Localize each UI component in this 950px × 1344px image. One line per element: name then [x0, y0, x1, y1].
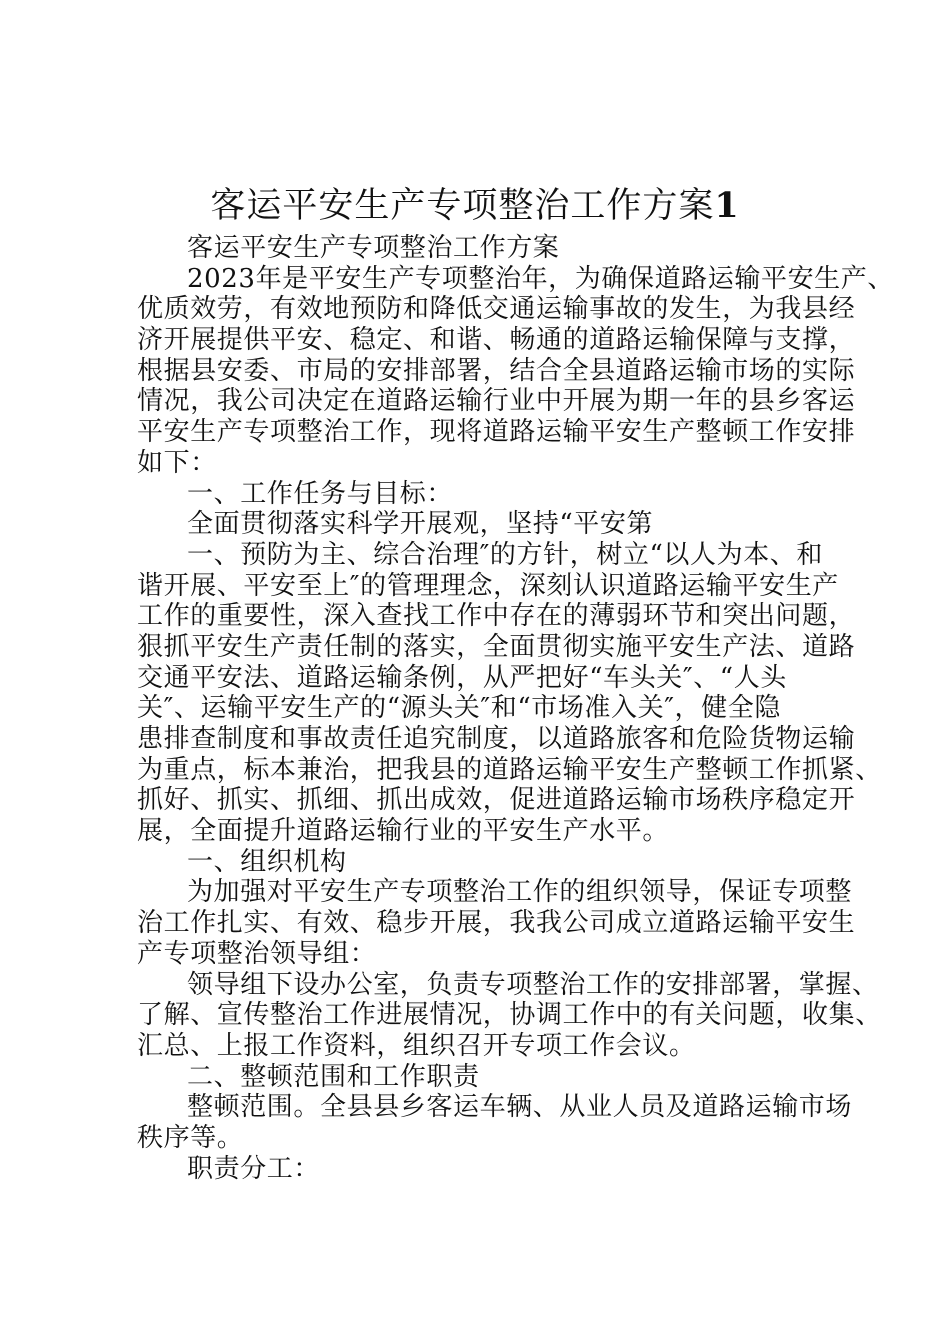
- text-line: 了解、宣传整治工作进展情况，协调工作中的有关问题，收集、: [137, 1000, 882, 1031]
- text-line: 客运平安生产专项整治工作方案: [187, 233, 560, 263]
- title-number: 1: [714, 185, 740, 226]
- text-line: 全面贯彻落实科学开展观，坚持“平安第: [187, 509, 654, 540]
- text-line: 为加强对平安生产专项整治工作的组织领导，保证专项整: [187, 877, 853, 908]
- text-line: 2023年是平安生产专项整治年，为确保道路运输平安生产、: [187, 263, 894, 294]
- title-text: 客运平安生产专项整治工作方案: [210, 186, 715, 226]
- text-line: 优质效劳，有效地预防和降低交通运输事故的发生，为我县经: [137, 294, 856, 325]
- text-line: 领导组下设办公室，负责专项整治工作的安排部署，掌握、: [187, 969, 879, 1000]
- text-line: 整顿范围。全县县乡客运车辆、从业人员及道路运输市场: [187, 1092, 853, 1123]
- text-line: 关″、运输平安生产的“源头关″和“市场准入关″，健全隐: [137, 693, 781, 724]
- text-line: 工作的重要性，深入查找工作中存在的薄弱环节和突出问题，: [137, 601, 856, 632]
- text-line: 展，全面提升道路运输行业的平安生产水平。: [137, 816, 670, 847]
- document-title: [0, 184, 950, 228]
- text-line: 秩序等。: [137, 1122, 244, 1153]
- text-line: 抓好、抓实、抓细、抓出成效，促进道路运输市场秩序稳定开: [137, 785, 856, 816]
- text-line: 为重点，标本兼治，把我县的道路运输平安生产整顿工作抓紧、: [137, 754, 882, 785]
- text-line: 产专项整治领导组：: [137, 938, 377, 969]
- text-line: 职责分工：: [187, 1153, 321, 1184]
- text-line: 情况，我公司决定在道路运输行业中开展为期一年的县乡客运: [137, 386, 856, 417]
- text-line: 根据县安委、市局的安排部署，结合全县道路运输市场的实际: [137, 355, 856, 386]
- text-line: 一、工作任务与目标：: [187, 478, 454, 509]
- text-line: 狠抓平安生产责任制的落实，全面贯彻实施平安生产法、道路: [137, 631, 856, 662]
- text-line: 二、整顿范围和工作职责: [187, 1061, 480, 1092]
- text-line: 汇总、上报工作资料，组织召开专项工作会议。: [137, 1030, 696, 1061]
- text-line: 济开展提供平安、稳定、和谐、畅通的道路运输保障与支撑，: [137, 325, 856, 356]
- text-line: 交通平安法、道路运输条例，从严把好“车头关″、“人头: [137, 662, 787, 693]
- text-line: 谐开展、平安至上″的管理理念，深刻认识道路运输平安生产: [137, 570, 839, 601]
- text-line: 如下：: [137, 447, 217, 478]
- text-line: 患排查制度和事故责任追究制度，以道路旅客和危险货物运输: [137, 724, 856, 754]
- document-body: [137, 233, 894, 1184]
- text-line: 一、组织机构: [187, 846, 347, 877]
- text-line: 平安生产专项整治工作，现将道路运输平安生产整顿工作安排: [137, 417, 856, 448]
- text-line: 一、预防为主、综合治理″的方针，树立“以人为本、和: [187, 539, 824, 570]
- text-line: 治工作扎实、有效、稳步开展，我我公司成立道路运输平安生: [137, 908, 856, 939]
